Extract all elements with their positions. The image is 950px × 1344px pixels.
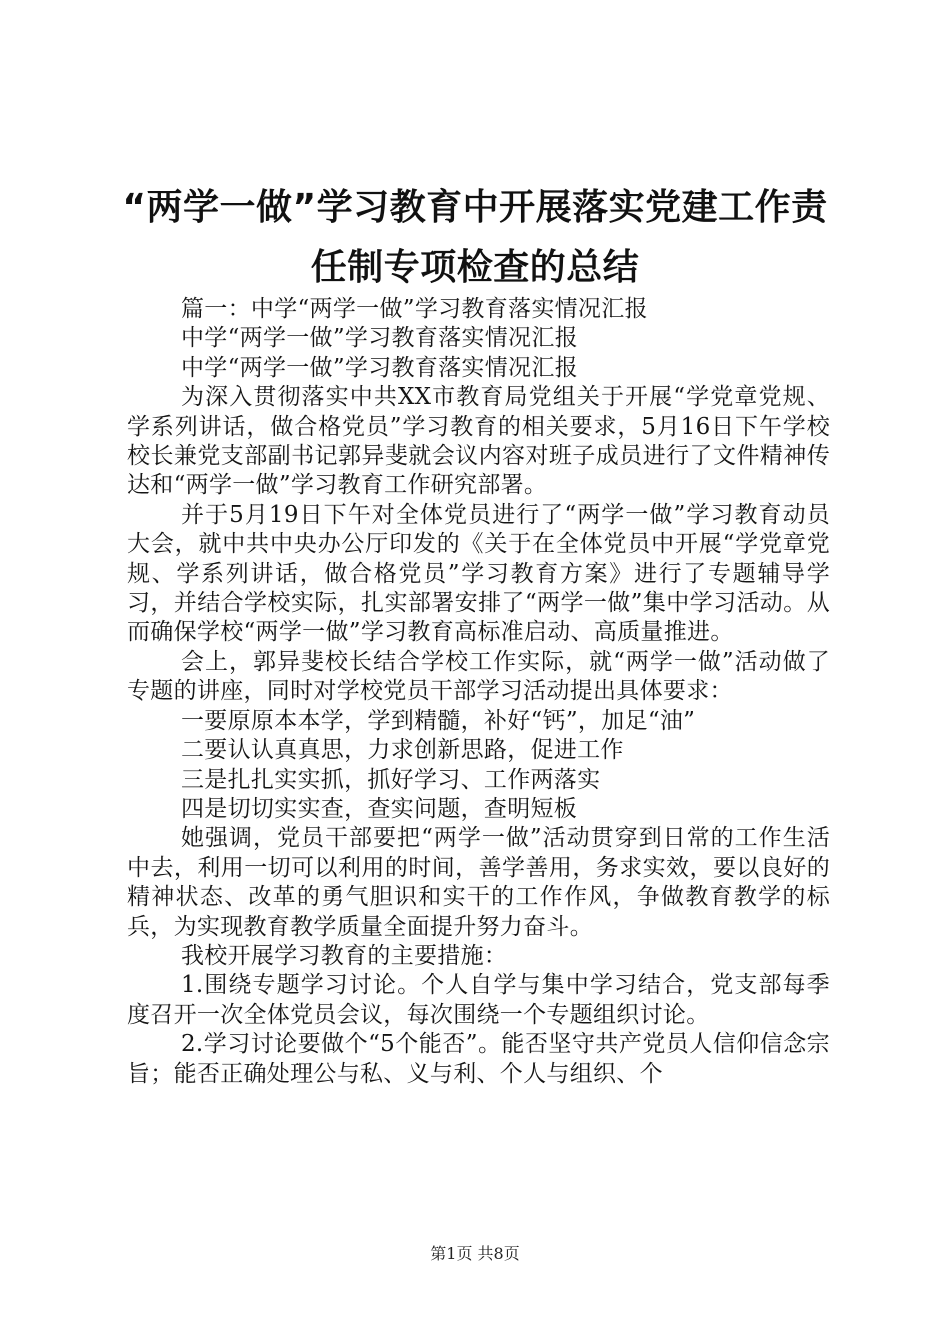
measure-item-2: 2.学习讨论要做个“5个能否”。能否坚守共产党员人信仰信念宗旨；能否正确处理公与私、义与利、个人与组织、个 (127, 1031, 830, 1087)
paragraph-section-heading: 篇一：中学“两学一做”学习教育落实情况汇报 (181, 296, 648, 322)
paragraph-mobilization: 并于5月19日下午对全体党员进行了“两学一做”学习教育动员大会，就中共中央办公厅印发的《关于在全体党员中开展“学党章党规、学系列讲话，做合格党员”学习教育方案》进行了专题辅导学习，并结合学校实际，扎实部署安排了“两学一做”集中学习活动。从而确保学校“两学一做”学习教育高标准启动、高质量推进。 (127, 501, 830, 646)
paragraph-intro: 为深入贯彻落实中共XX市教育局党组关于开展“学党章党规、学系列讲话，做合格党员”学习教育的相关要求，5月16日下午学校校长兼党支部副书记郭异斐就会议内容对班子成员进行了文件精神传达和“两学一做”学习教育工作研究部署。 (127, 384, 830, 499)
paragraph-meeting: 会上，郭异斐校长结合学校工作实际，就“两学一做”活动做了专题的讲座，同时对学校党员干部学习活动提出具体要求： (127, 648, 830, 705)
list-item-3: 三是扎扎实实抓，抓好学习、工作两落实 (181, 766, 601, 793)
title-line-1: “两学一做”学习教育中开展落实党建工作责 (122, 187, 828, 228)
measure-item-1: 1.围绕专题学习讨论。个人自学与集中学习结合，党支部每季度召开一次全体党员会议，每次围绕一个专题组织讨论。 (127, 972, 830, 1028)
title-line-2: 任制专项检查的总结 (310, 247, 640, 288)
list-item-4: 四是切切实实查，查实问题，查明短板 (181, 795, 578, 822)
page-footer: 第1页 共8页 (430, 1244, 520, 1263)
document-body (127, 295, 830, 1089)
paragraph-subtitle: 中学“两学一做”学习教育落实情况汇报 (181, 325, 578, 352)
paragraph-subtitle-repeat: 中学“两学一做”学习教育落实情况汇报 (181, 354, 578, 381)
list-item-2: 二要认认真真思，力求创新思路，促进工作 (181, 737, 624, 764)
paragraph-emphasis: 她强调，党员干部要把“两学一做”活动贯穿到日常的工作生活中去，利用一切可以利用的时间，善学善用，务求实效，要以良好的精神状态、改革的勇气胆识和实干的工作作风，争做教育教学的标兵，为实现教育教学质量全面提升努力奋斗。 (127, 825, 830, 940)
paragraph-measures-heading: 我校开展学习教育的主要措施： (181, 942, 508, 969)
list-item-1: 一要原原本本学，学到精髓，补好“钙”，加足“油” (181, 707, 696, 734)
document-title (120, 178, 830, 298)
